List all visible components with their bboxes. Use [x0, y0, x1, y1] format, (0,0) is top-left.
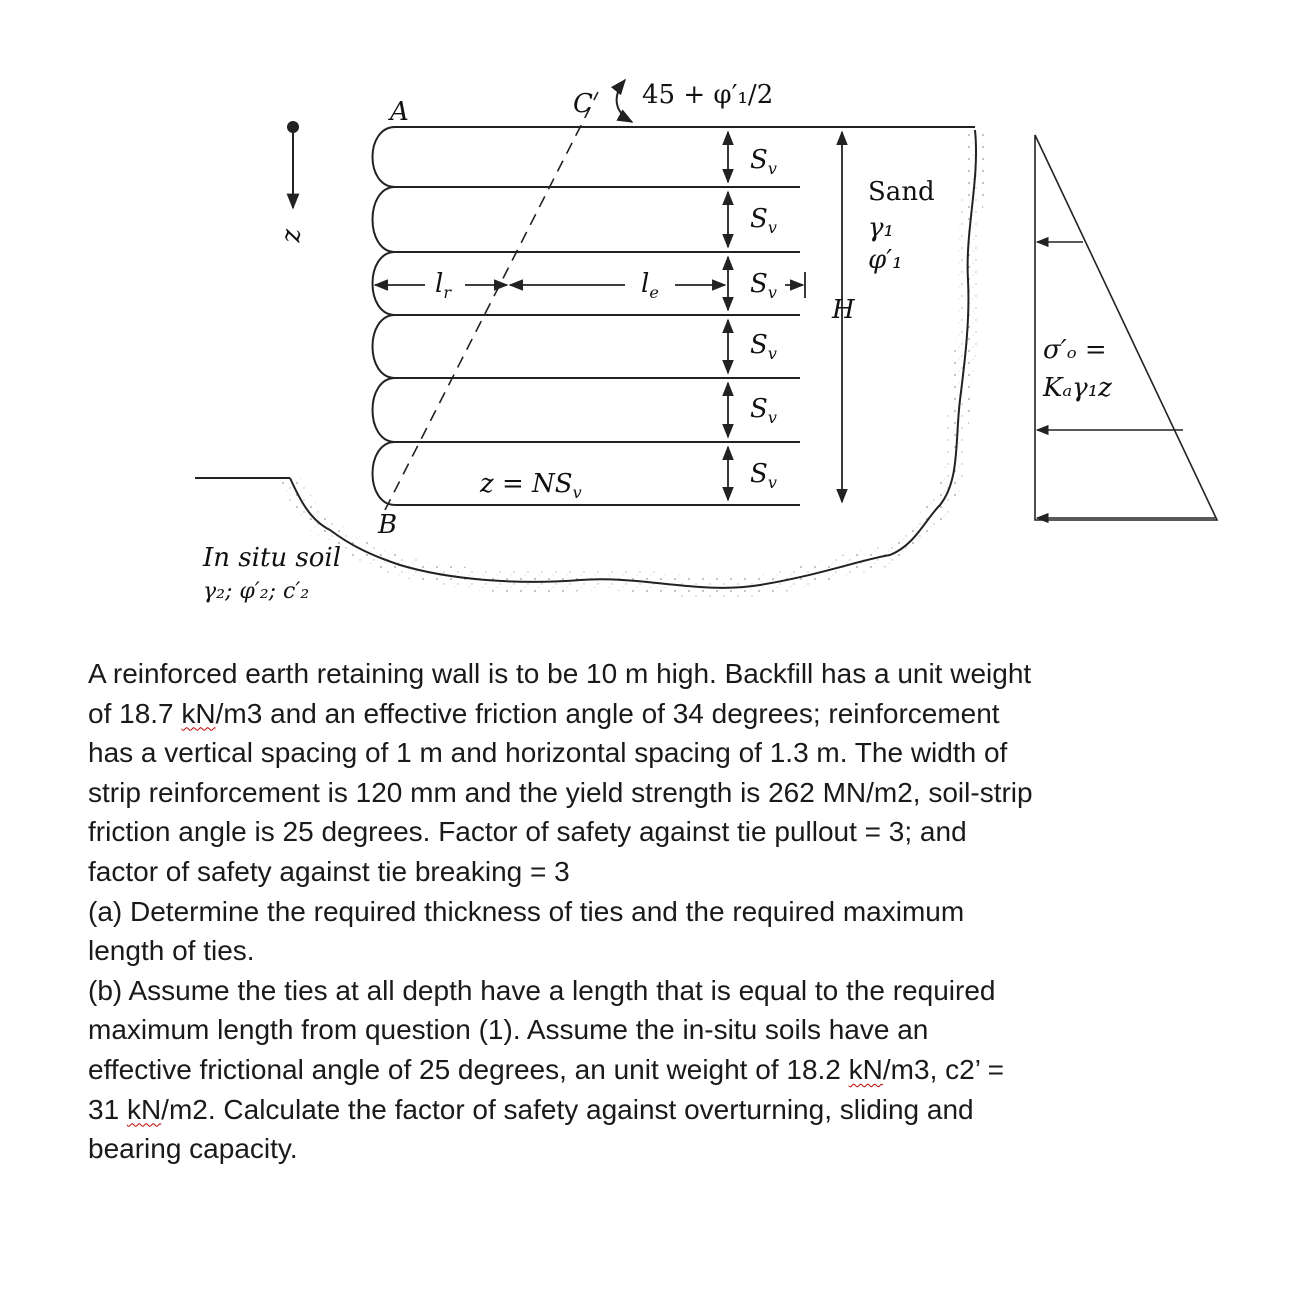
label-le: $l_e$: [641, 269, 659, 302]
wall-facing: [373, 127, 396, 505]
label-z: z: [279, 229, 309, 243]
question-a: (a) Determine the required thickness of ties and the required maximum length of ties.: [88, 895, 965, 967]
svg-text:Sv: $S_v$: [750, 459, 777, 492]
svg-text:Sv: $S_v$: [750, 394, 777, 427]
label-c: C: [573, 89, 593, 119]
label-stress-formula: Kₐγ₁z: [1043, 373, 1112, 403]
problem-paragraph: A reinforced earth retaining wall is to be 10 m high. Backfill has a unit weight of 18.7 kN/m3 and an effective friction angle of 34 degrees; reinforcement has a vertical spacing of 1 m and horizontal spacing of 1.3 m. The width of strip reinforcement is 120 mm and the yield strength is 262 MN/m2, soil-strip friction angle is 25 degrees. Factor of safety against tie pullout = 3; and factor of safety against tie breaking = 3: [88, 658, 1033, 887]
label-sand-gamma: γ₁: [868, 213, 894, 243]
label-a: A: [390, 97, 409, 127]
sv-labels: [750, 145, 777, 492]
svg-text:Sv: $S_v$: [750, 330, 777, 363]
label-sand: Sand: [868, 177, 935, 207]
label-stress: σ′ₒ =: [1043, 335, 1107, 365]
label-z-nsv: $z = NS_v$: [480, 469, 582, 502]
svg-text:Sv: $S_v$: [750, 145, 777, 178]
problem-statement: [88, 654, 1038, 1169]
failure-plane: [385, 92, 598, 510]
svg-text:Sv: $S_v$: [750, 269, 777, 302]
question-b: (b) Assume the ties at all depth have a length that is equal to the required maximum length from question (1). Assume the in-situ soils have an effective frictional angle of 25 degrees, an unit weight of 18.2 kN/m3, c2’ = 31 kN/m2. Calculate the factor of safety against overturning, sliding and bearing capacity.: [88, 974, 1005, 1165]
label-in-situ-soil: In situ soil: [203, 543, 342, 573]
lateral-stress-diagram: [1035, 135, 1217, 520]
depth-arrow: [287, 121, 299, 208]
svg-text:Sv: $S_v$: [750, 204, 777, 237]
label-angle: 45 + φ′₁/2: [642, 80, 774, 110]
reinforced-earth-wall-diagram: [0, 0, 1311, 640]
angle-arrow: [617, 80, 632, 122]
label-lr: $l_r$: [435, 269, 451, 302]
reinforcement-strips: [395, 187, 800, 505]
label-h: H: [832, 295, 855, 325]
in-situ-soil-boundary: [195, 130, 976, 588]
label-in-situ-params: γ₂; φ′₂; c′₂: [203, 579, 310, 604]
label-b: B: [378, 510, 398, 540]
label-sand-phi: φ′₁: [868, 245, 903, 275]
